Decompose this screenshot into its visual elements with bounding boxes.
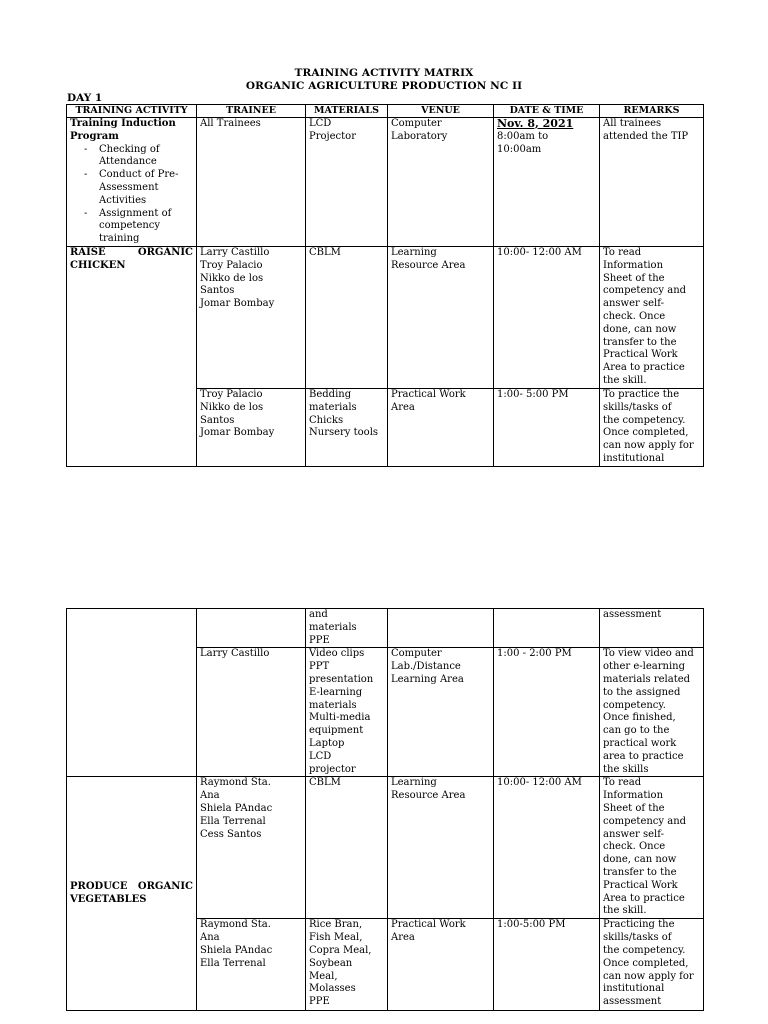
table-row (67, 118, 704, 247)
datetime-cell: 1:00- 5:00 PM (494, 388, 600, 466)
column-header: TRAINEE (197, 105, 306, 118)
table-row (67, 777, 704, 919)
remarks-cell: assessment (600, 609, 704, 648)
activity-list (70, 144, 193, 246)
table-header-row (67, 105, 704, 118)
document-title: TRAINING ACTIVITY MATRIX (294, 67, 474, 79)
activity-cell: PRODUCE ORGANIC VEGETABLES (67, 777, 197, 1011)
datetime-cell: 1:00 - 2:00 PM (494, 648, 600, 777)
remarks-cell: To practice the skills/tasks of the competency. Once completed, can now apply for institutional (600, 388, 704, 466)
venue-cell: Practical Work Area (388, 388, 494, 466)
materials-cell: Bedding materials Chicks Nursery tools (306, 388, 388, 466)
trainee-cell: Larry Castillo (197, 648, 306, 777)
table-row (67, 609, 704, 648)
column-header: VENUE (388, 105, 494, 118)
datetime-cell (494, 609, 600, 648)
matrix-table-page2 (66, 608, 704, 1011)
list-item: - Conduct of Pre- Assessment Activities (84, 169, 193, 207)
venue-cell: Learning Resource Area (388, 777, 494, 919)
date-label: Nov. 8, 2021 (497, 117, 574, 130)
remarks-cell: All trainees attended the TIP (600, 118, 704, 247)
column-header: REMARKS (600, 105, 704, 118)
materials-cell: LCD Projector (306, 118, 388, 247)
trainee-cell (197, 609, 306, 648)
trainee-cell: Troy Palacio Nikko de los Santos Jomar Bombay (197, 388, 306, 466)
activity-title: Program (70, 130, 119, 142)
remarks-cell: To read Information Sheet of the competency and answer self- check. Once done, can now transfer to the Practical Work Area to practice the skill. (600, 777, 704, 919)
day-label: DAY 1 (67, 92, 103, 104)
activity-title: Training Induction (70, 118, 176, 129)
materials-cell: Rice Bran, Fish Meal, Copra Meal, Soybean Meal, Molasses PPE (306, 919, 388, 1011)
list-item: - Checking of Attendance (84, 144, 193, 170)
datetime-cell: 1:00-5:00 PM (494, 919, 600, 1011)
materials-cell: CBLM (306, 777, 388, 919)
remarks-cell: To read Information Sheet of the competency and answer self- check. Once done, can now transfer to the Practical Work Area to practice the skill. (600, 246, 704, 388)
column-header: MATERIALS (306, 105, 388, 118)
venue-cell: Computer Laboratory (388, 118, 494, 247)
trainee-cell: Raymond Sta. Ana Shiela PAndac Ella Terrenal (197, 919, 306, 1011)
column-header: TRAINING ACTIVITY (67, 105, 197, 118)
trainee-cell: Larry Castillo Troy Palacio Nikko de los Santos Jomar Bombay (197, 246, 306, 388)
trainee-cell: All Trainees (197, 118, 306, 247)
remarks-cell: To view video and other e-learning materials related to the assigned competency. Once finished, can go to the practical work area to practice the skills (600, 648, 704, 777)
activity-title: RAISE ORGANIC (70, 246, 193, 258)
materials-cell: CBLM (306, 246, 388, 388)
materials-cell: and materials PPE (306, 609, 388, 648)
remarks-cell: Practicing the skills/tasks of the competency. Once completed, can now apply for institutional assessment (600, 919, 704, 1011)
column-header: DATE & TIME (494, 105, 600, 118)
list-item: - Assignment of competency training (84, 208, 193, 246)
materials-cell: Video clips PPT presentation E-learning materials Multi-media equipment Laptop LCD projector (306, 648, 388, 777)
activity-cell (67, 609, 197, 777)
activity-cell (67, 118, 197, 247)
activity-title: PRODUCE ORGANIC (70, 881, 193, 893)
datetime-cell: 10:00- 12:00 AM (494, 246, 600, 388)
matrix-table-page1 (66, 104, 704, 467)
document-subtitle: ORGANIC AGRICULTURE PRODUCTION NC II (245, 80, 523, 92)
trainee-cell: Raymond Sta. Ana Shiela PAndac Ella Terrenal Cess Santos (197, 777, 306, 919)
venue-cell: Learning Resource Area (388, 246, 494, 388)
activity-cell: RAISE ORGANIC CHICKEN (67, 246, 197, 466)
datetime-cell: Nov. 8, 2021 8:00am to 10:00am (494, 118, 600, 247)
venue-cell: Practical Work Area (388, 919, 494, 1011)
datetime-cell: 10:00- 12:00 AM (494, 777, 600, 919)
venue-cell: Computer Lab./Distance Learning Area (388, 648, 494, 777)
table-row (67, 246, 704, 388)
venue-cell (388, 609, 494, 648)
